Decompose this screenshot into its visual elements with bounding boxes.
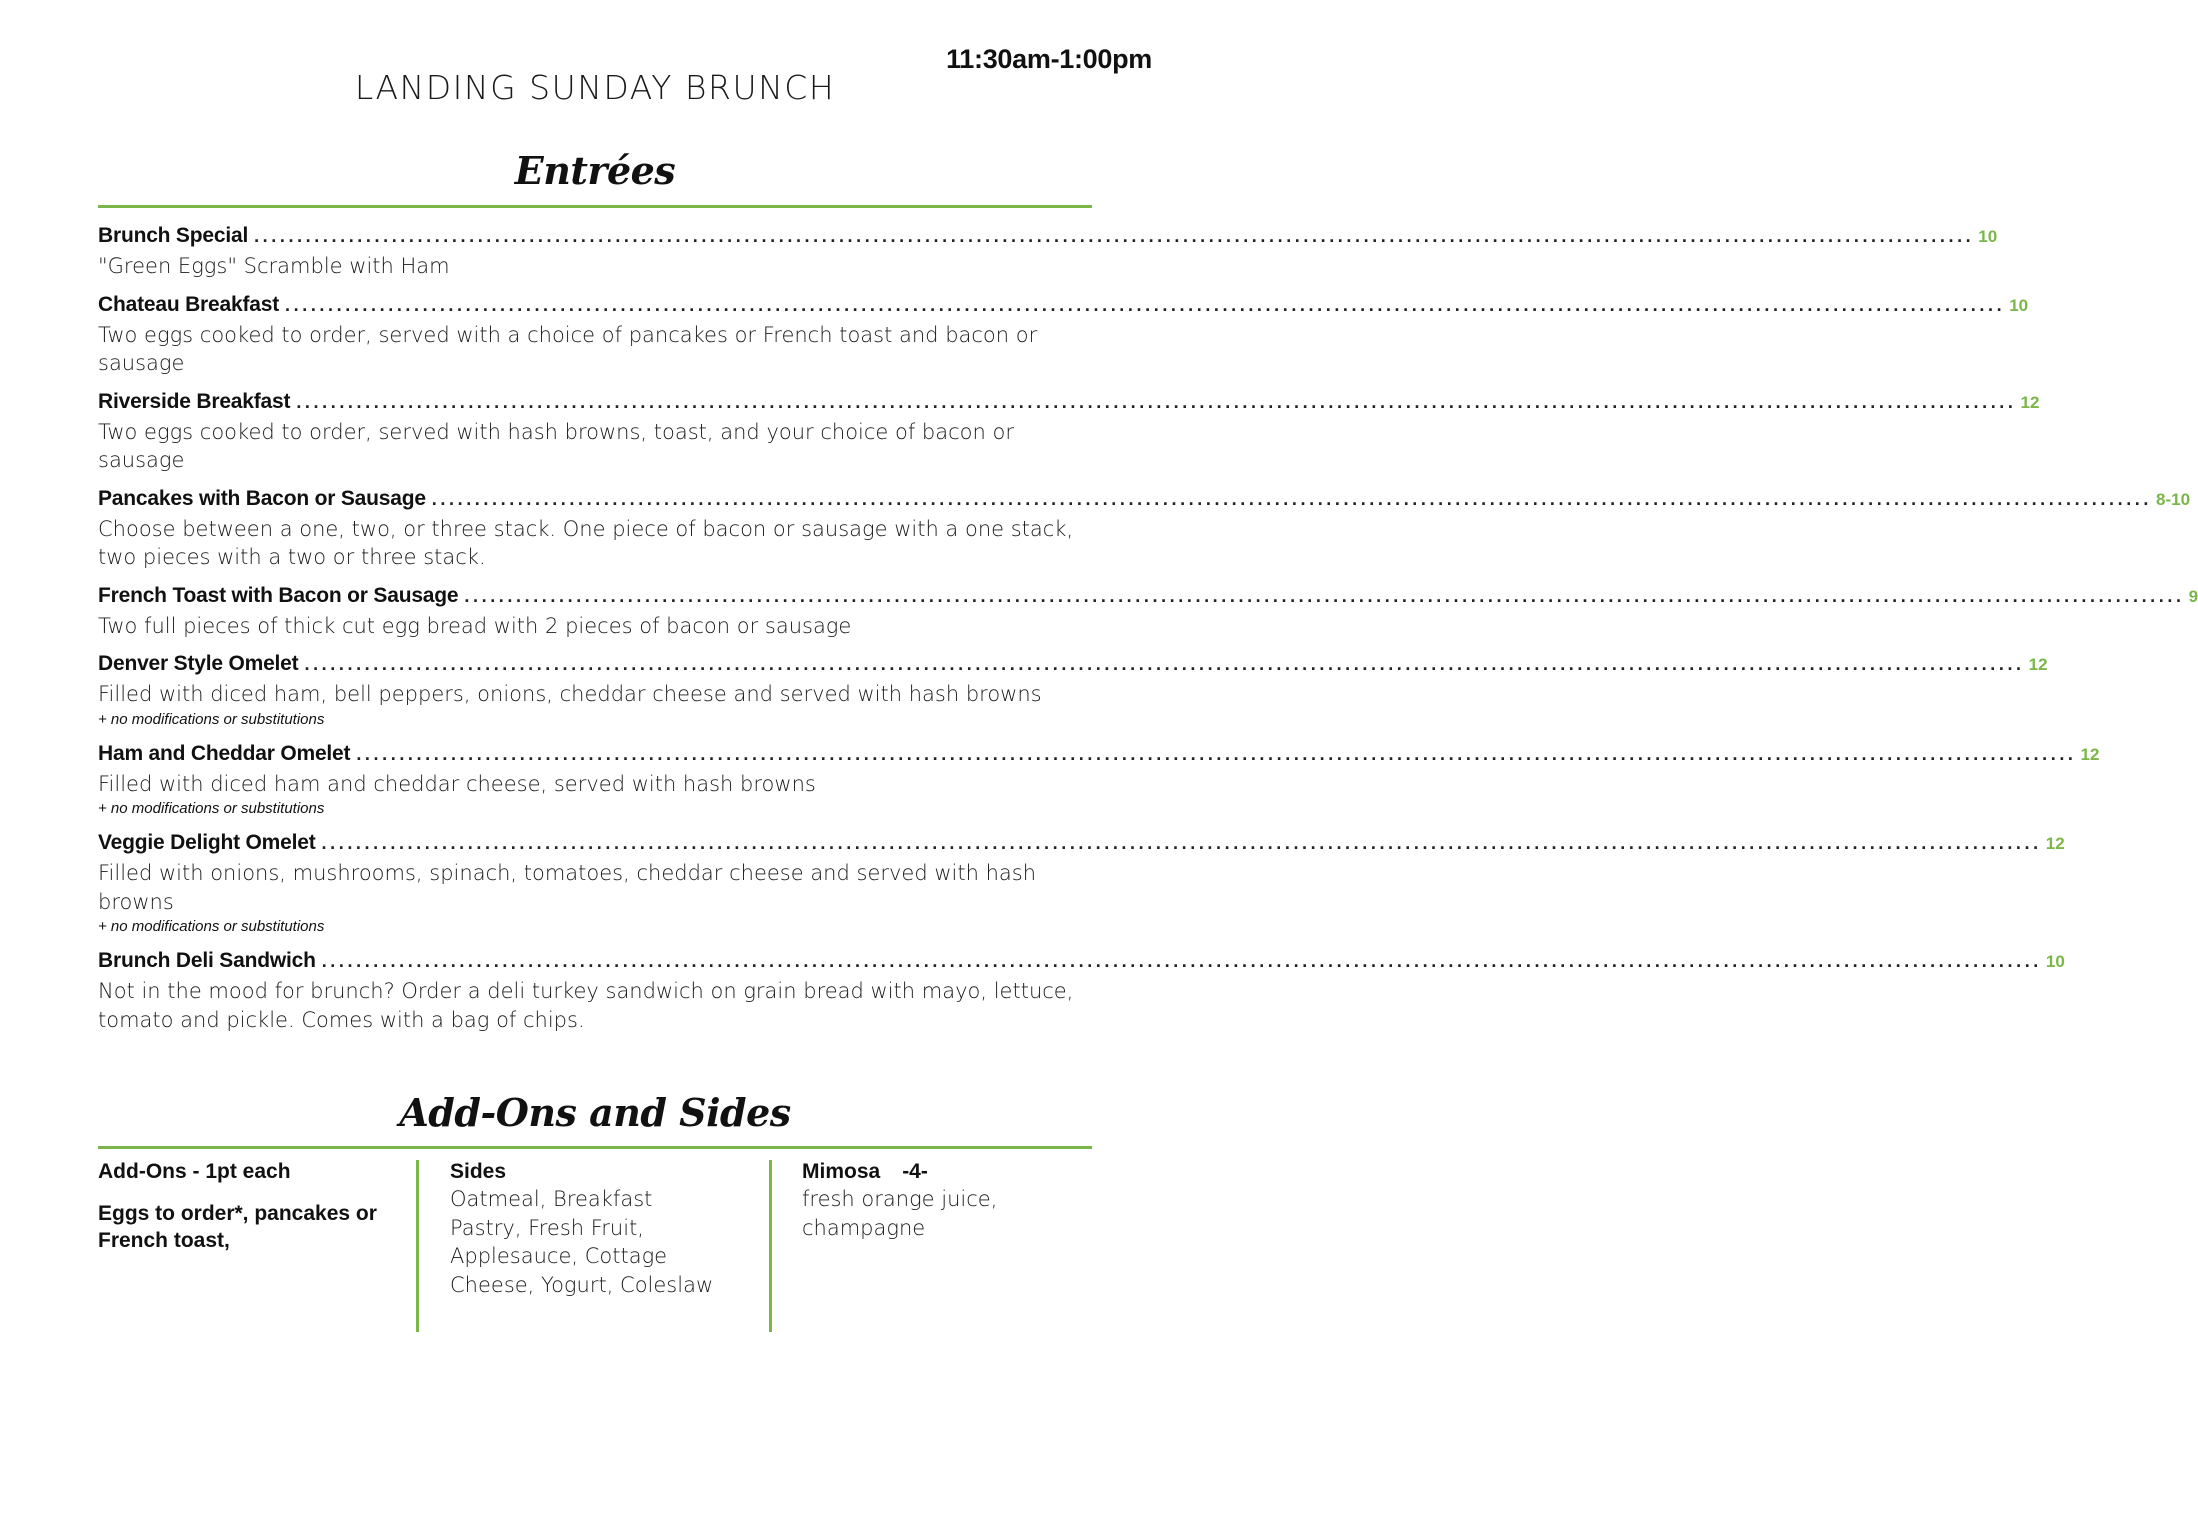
item-price: 10 <box>2045 952 2065 971</box>
item-description: Not in the mood for brunch? Order a deli turkey sandwich on grain bread with mayo, lettuce, tomato and pickle. Comes with a bag of chips. <box>98 979 1074 1032</box>
column-divider <box>769 1160 772 1332</box>
addons-sides-columns <box>98 1160 1092 1332</box>
menu-item <box>98 486 2191 572</box>
item-name: Ham and Cheddar Omelet <box>98 741 351 765</box>
menu-item <box>98 949 2065 1034</box>
mimosa-title-row <box>802 1159 1062 1185</box>
menu-item <box>98 741 2100 820</box>
dot-leader: ........................................................................................................................................................................................................ <box>464 585 2185 606</box>
item-note: + no modifications or substitutions <box>98 918 325 935</box>
item-price: 10 <box>1978 227 1998 246</box>
page-title: LANDING SUNDAY BRUNCH <box>354 68 836 107</box>
item-description: Filled with onions, mushrooms, spinach, tomatoes, cheddar cheese and served with hash browns <box>98 861 1037 914</box>
item-price: 12 <box>2080 744 2100 764</box>
sides-title: Sides <box>450 1160 507 1183</box>
mimosa-description: fresh orange juice, champagne <box>802 1187 998 1240</box>
item-name: Chateau Breakfast <box>98 292 280 316</box>
item-price: 8-10 <box>2156 489 2191 509</box>
menu-item <box>98 831 2065 937</box>
dot-leader: ........................................................................................................................................................................................................ <box>356 743 2077 764</box>
item-name: French Toast with Bacon or Sausage <box>98 583 459 607</box>
mimosa-price: -4- <box>902 1160 928 1183</box>
dot-leader: ........................................................................................................................................................................................................ <box>321 951 2042 971</box>
dot-leader: ........................................................................................................................................................................................................ <box>254 226 1975 246</box>
dot-leader: ........................................................................................................................................................................................................ <box>431 488 2152 509</box>
item-note: + no modifications or substitutions <box>98 800 325 817</box>
item-description: Choose between a one, two, or three stack. One piece of bacon or sausage with a one stack, two pieces with a two or three stack. <box>98 516 1074 569</box>
item-name: Brunch Special <box>98 224 249 247</box>
menu-item <box>98 224 1998 281</box>
menu-item <box>98 652 2048 730</box>
item-name: Veggie Delight Omelet <box>98 831 316 854</box>
item-description: Two eggs cooked to order, served with hash browns, toast, and your choice of bacon or sausage <box>98 419 1014 472</box>
addons-sides-heading: Add-Ons and Sides <box>399 1090 791 1135</box>
item-price: 12 <box>2020 392 2040 412</box>
addons-items: Eggs to order*, pancakes or French toast, <box>98 1202 377 1252</box>
item-price: 12 <box>2045 834 2065 853</box>
dot-leader: ........................................................................................................................................................................................................ <box>285 294 2006 315</box>
menu-item <box>98 389 2040 475</box>
mimosa-title: Mimosa <box>802 1160 881 1183</box>
item-price: 9 <box>2188 586 2198 606</box>
item-description: Filled with diced ham and cheddar cheese, served with hash browns <box>98 771 816 796</box>
dot-leader: ........................................................................................................................................................................................................ <box>321 833 2042 853</box>
menu-item <box>98 292 2029 378</box>
item-description: Two eggs cooked to order, served with a choice of pancakes or French toast and bacon or sausage <box>98 322 1038 375</box>
dot-leader: ........................................................................................................................................................................................................ <box>304 654 2025 674</box>
dot-leader: ........................................................................................................................................................................................................ <box>296 391 2017 412</box>
item-note: + no modifications or substitutions <box>98 710 325 728</box>
sides-items: Oatmeal, Breakfast Pastry, Fresh Fruit, Applesauce, Cottage Cheese, Yogurt, Coleslaw <box>450 1187 714 1297</box>
hours-label: 11:30am-1:00pm <box>946 44 1152 74</box>
entrees-divider <box>98 205 1092 208</box>
item-price: 10 <box>2009 295 2029 315</box>
addons-divider <box>98 1146 1092 1149</box>
item-name: Pancakes with Bacon or Sausage <box>98 486 426 510</box>
mimosa-column <box>802 1160 1062 1332</box>
item-description: Filled with diced ham, bell peppers, onions, cheddar cheese and served with hash browns <box>98 682 1042 706</box>
item-name: Denver Style Omelet <box>98 652 299 675</box>
item-name: Brunch Deli Sandwich <box>98 949 316 972</box>
column-divider <box>416 1160 419 1332</box>
menu-item <box>98 583 2198 641</box>
item-description: "Green Eggs" Scramble with Ham <box>98 254 450 278</box>
sides-column <box>450 1160 720 1332</box>
item-description: Two full pieces of thick cut egg bread with 2 pieces of bacon or sausage <box>98 613 852 638</box>
addons-title: Add-Ons - 1pt each <box>98 1160 291 1183</box>
item-price: 12 <box>2028 655 2048 674</box>
entrees-list <box>98 224 2198 1046</box>
addons-column <box>98 1160 388 1332</box>
entrees-heading: Entrées <box>514 148 676 193</box>
item-name: Riverside Breakfast <box>98 389 291 413</box>
